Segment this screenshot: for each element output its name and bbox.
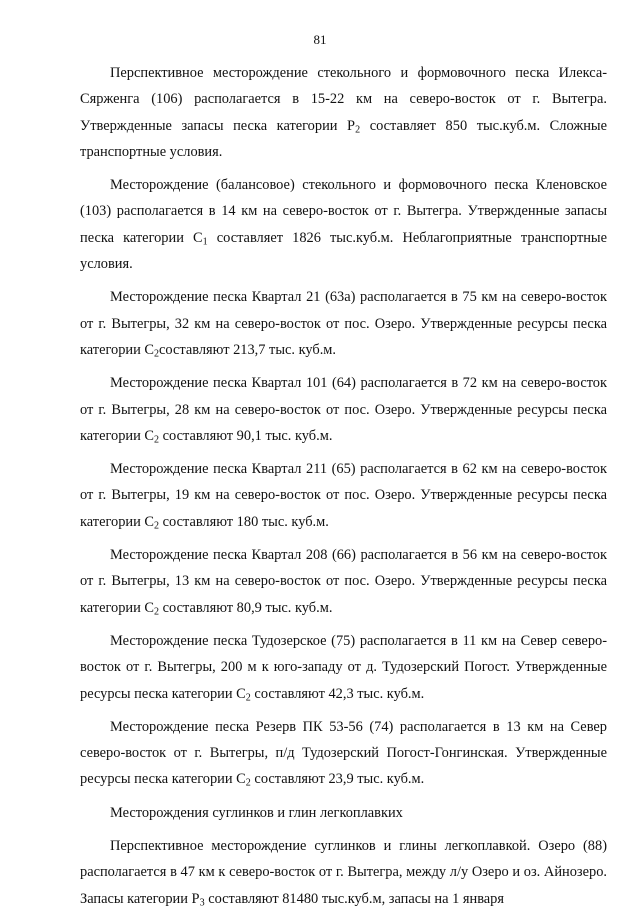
section-heading: [80, 800, 607, 826]
paragraph-text: Месторождение песка Квартал 21 (63а) располагается в 75 км на северо-восток от г. Вытегры, 32 км на северо-восток от пос. Озеро. Утвержденные ресурсы песка категории С: [80, 289, 607, 358]
paragraph: [80, 456, 607, 535]
category-subscript: 2: [154, 606, 160, 618]
paragraph-text-continued: составляет 1826 тыс.куб.м. Неблагоприятные транспортные условия.: [80, 229, 607, 273]
paragraph: [80, 542, 607, 621]
paragraph-text: Месторождение песка Квартал 208 (66) располагается в 56 км на северо-восток от г. Вытегры, 13 км на северо-восток от пос. Озеро. Утвержденные ресурсы песка категории С: [80, 547, 607, 616]
paragraph-text: Перспективное месторождение стекольного и формовочного песка Илекса-Сярженга (106) располагается в 15-22 км на северо-восток от г. Вытегра. Утвержденные запасы песка категории Р: [80, 65, 607, 134]
paragraph: [80, 628, 607, 707]
paragraph-text-continued: составляют 80,9 тыс. куб.м.: [159, 599, 333, 616]
paragraph-text: Перспективное месторождение суглинков и глины легкоплавкой. Озеро (88) располагается в 47 км к северо-восток от г. Вытегра, между л/у Озеро и оз. Айнозеро. Запасы категории Р: [80, 838, 607, 907]
paragraph: [80, 714, 607, 793]
paragraph: [80, 284, 607, 363]
page-number: 81: [313, 32, 327, 47]
paragraph-text: Месторождение песка Тудозерское (75) располагается в 11 км на Север северо-восток от г. Вытегры, 200 м к юго-западу от д. Тудозерский Погост. Утвержденные ресурсы песка категории С: [80, 632, 607, 702]
paragraph-text: Месторождение песка Квартал 211 (65) располагается в 62 км на северо-восток от г. Вытегры, 19 км на северо-восток от пос. Озеро. Утвержденные ресурсы песка категории С: [80, 461, 607, 530]
category-subscript: 2: [154, 434, 160, 446]
paragraph: [80, 833, 607, 912]
category-subscript: 2: [154, 520, 160, 532]
paragraph-text: Месторождение песка Резерв ПК 53-56 (74) располагается в 13 км на Север северо-восток от г. Вытегры, п/д Тудозерский Погост-Гонгинская. Утвержденные ресурсы песка категории С: [80, 718, 607, 788]
paragraph-text: Месторождения суглинков и глин легкоплавких: [110, 804, 403, 821]
paragraph: [80, 370, 607, 449]
category-subscript: 1: [202, 236, 208, 248]
category-subscript: 3: [199, 897, 205, 909]
paragraph-text: Месторождение (балансовое) стекольного и формовочного песка Кленовское (103) располагается в 14 км на северо-восток от г. Вытегра. Утвержденные запасы песка категории С: [80, 177, 607, 246]
paragraph-text-continued: составляют 180 тыс. куб.м.: [159, 513, 329, 530]
paragraph: [80, 172, 607, 277]
paragraph-text-continued: составляет 850 тыс.куб.м. Сложные транспортные условия.: [80, 117, 607, 160]
paragraph-text-continued: составляют 81480 тыс.куб.м, запасы на 1 января: [204, 890, 505, 907]
category-subscript: 2: [154, 348, 160, 360]
category-subscript: 2: [245, 777, 251, 789]
category-subscript: 2: [245, 692, 251, 704]
paragraph: [80, 60, 607, 165]
paragraph-text-continued: составляют 23,9 тыс. куб.м.: [250, 771, 425, 788]
category-subscript: 2: [355, 124, 361, 136]
body-text: [80, 60, 607, 919]
paragraph-text: Месторождение песка Квартал 101 (64) располагается в 72 км на северо-восток от г. Вытегры, 28 км на северо-восток от пос. Озеро. Утвержденные ресурсы песка категории С: [80, 375, 607, 444]
paragraph-text-continued: составляют 213,7 тыс. куб.м.: [159, 341, 337, 358]
paragraph-text-continued: составляют 42,3 тыс. куб.м.: [250, 685, 425, 702]
paragraph-text-continued: составляют 90,1 тыс. куб.м.: [159, 427, 333, 444]
